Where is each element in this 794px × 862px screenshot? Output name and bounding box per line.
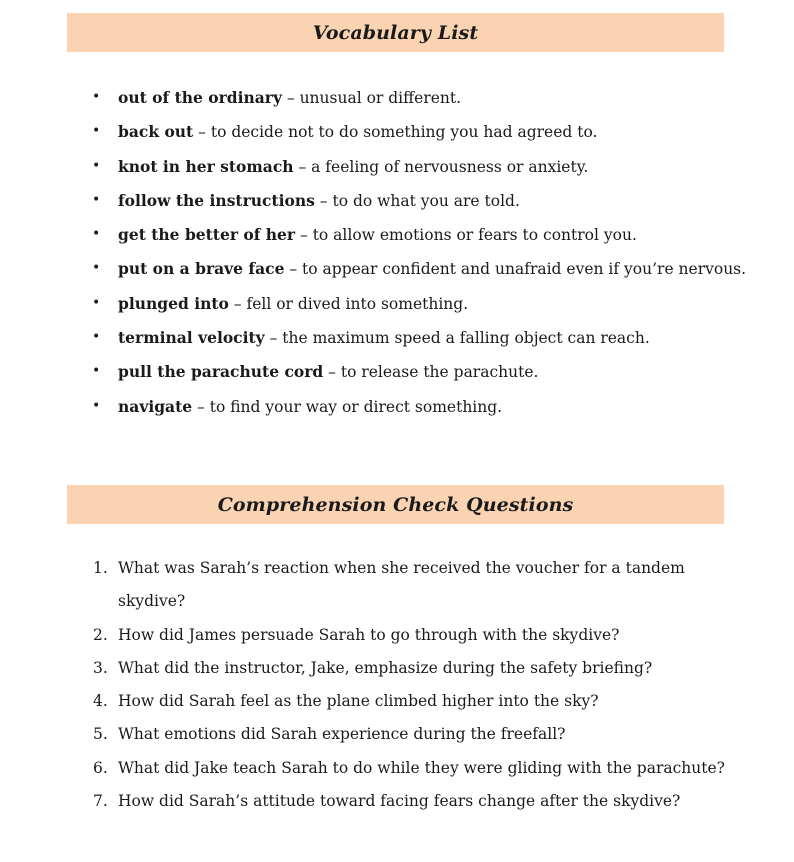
vocab-item [0, 355, 794, 389]
bullet-icon: • [92, 157, 101, 174]
question-text: What did the instructor, Jake, emphasize during the safety briefing? [118, 658, 653, 677]
comprehension-title: Comprehension Check Questions [217, 493, 574, 516]
vocab-item [0, 150, 794, 184]
vocab-definition: – unusual or different. [281, 89, 462, 107]
vocab-item [0, 184, 794, 218]
question-number: 5. [93, 725, 108, 744]
vocab-definition: – to allow emotions or fears to control you. [295, 226, 637, 245]
question-text: How did Sarah feel as the plane climbed higher into the sky? [118, 692, 599, 711]
vocabulary-title: Vocabulary List [312, 21, 479, 44]
vocabulary-header [67, 13, 724, 52]
vocab-definition: – a feeling of nervousness or anxiety. [293, 157, 589, 176]
comprehension-header [67, 485, 724, 524]
question-text: What was Sarah’s reaction when she received the voucher for a tandem skydive? [118, 559, 685, 611]
question-number: 1. [93, 559, 108, 577]
question-number: 7. [93, 792, 108, 811]
bullet-icon: • [92, 397, 101, 414]
question-number: 3. [93, 658, 108, 677]
vocab-definition: – the maximum speed a falling object can reach. [264, 329, 650, 348]
vocab-term: put on a brave face [118, 259, 285, 279]
bullet-icon: • [92, 226, 101, 243]
vocab-term: navigate [118, 396, 193, 416]
bullet-icon: • [92, 89, 101, 105]
question-number: 2. [93, 625, 108, 644]
question-item [0, 619, 794, 652]
vocab-definition: – to find your way or direct something. [192, 397, 503, 416]
vocab-definition: – fell or dived into something. [228, 294, 469, 313]
question-item [0, 785, 794, 818]
question-text: How did James persuade Sarah to go through with the skydive? [118, 625, 620, 644]
vocab-item [0, 321, 794, 355]
vocab-term: terminal velocity [118, 328, 265, 348]
question-item [0, 718, 794, 751]
question-item [0, 552, 794, 619]
vocabulary-list [0, 81, 794, 424]
bullet-icon: • [92, 191, 101, 208]
vocab-item [0, 287, 794, 321]
bullet-icon: • [92, 363, 101, 380]
vocab-term: back out [118, 122, 194, 142]
vocab-definition: – to appear confident and unafraid even if you’re nervous. [284, 260, 747, 279]
vocab-definition: – to release the parachute. [323, 363, 539, 382]
vocab-definition: – to do what you are told. [314, 191, 520, 210]
vocab-item [0, 81, 794, 115]
bullet-icon: • [92, 294, 101, 311]
vocab-term: plunged into [118, 293, 229, 313]
vocab-definition: – to decide not to do something you had agreed to. [193, 123, 598, 142]
bullet-icon: • [92, 123, 101, 140]
vocab-term: follow the instructions [118, 190, 315, 210]
question-list [0, 552, 794, 818]
vocab-item [0, 252, 794, 286]
question-item [0, 652, 794, 685]
vocab-item [0, 390, 794, 424]
question-text: How did Sarah’s attitude toward facing fears change after the skydive? [118, 792, 681, 811]
vocab-item [0, 218, 794, 252]
vocab-term: get the better of her [118, 225, 296, 245]
vocab-term: pull the parachute cord [118, 362, 324, 382]
vocab-item [0, 115, 794, 149]
bullet-icon: • [92, 329, 101, 346]
question-text: What did Jake teach Sarah to do while they were gliding with the parachute? [118, 758, 725, 777]
question-text: What emotions did Sarah experience during the freefall? [118, 725, 566, 744]
question-item [0, 685, 794, 718]
question-number: 4. [93, 692, 108, 711]
vocab-term: knot in her stomach [118, 156, 294, 176]
question-number: 6. [93, 758, 108, 777]
question-item [0, 752, 794, 785]
vocab-term: out of the ordinary [118, 88, 282, 107]
bullet-icon: • [92, 260, 101, 277]
